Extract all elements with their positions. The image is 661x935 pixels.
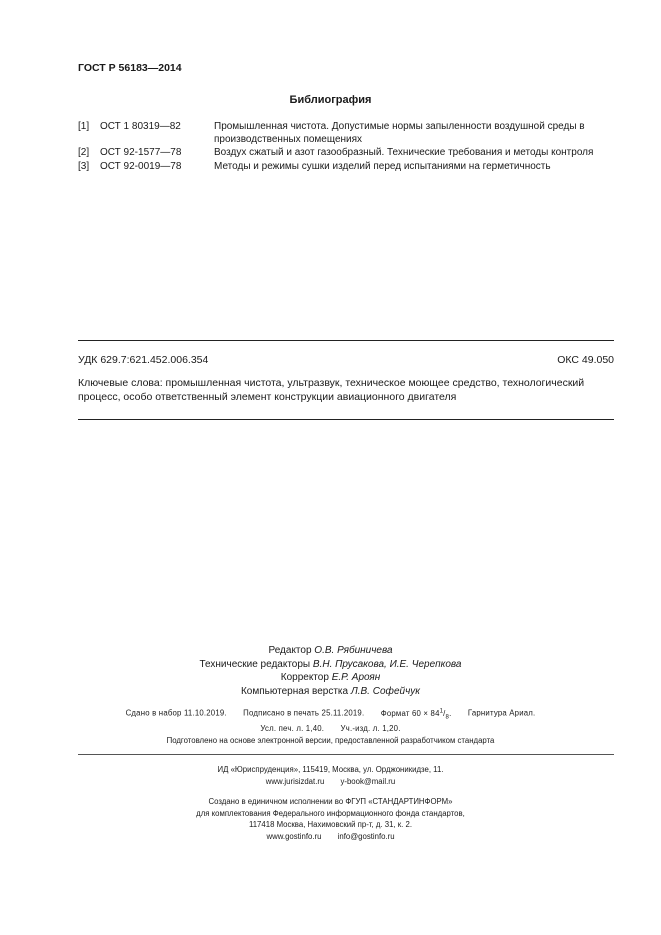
bibliography-item-number: [2] xyxy=(78,147,90,158)
bibliography-item xyxy=(78,161,618,174)
bibliography-item-text: Промышленная чистота. Допустимые нормы запыленности воздушной среды в производственных помещениях xyxy=(214,121,585,145)
oks-code: ОКС 49.050 xyxy=(557,354,614,366)
signed-date: Подписано в печать 25.11.2019. xyxy=(243,708,365,718)
divider-footer xyxy=(78,754,614,755)
printer-email-link[interactable]: info@gostinfo.ru xyxy=(337,831,395,841)
bibliography-title: Библиография xyxy=(289,94,372,106)
publication-info xyxy=(0,706,661,734)
bibliography-item-code: ОСТ 92-1577—78 xyxy=(100,147,182,158)
credit-tech-editors: Технические редакторы В.Н. Прусакова, И.Е. Черепкова xyxy=(199,658,462,670)
printer-site-link[interactable]: www.gostinfo.ru xyxy=(266,831,322,841)
publisher-site-link[interactable]: www.jurisizdat.ru xyxy=(265,777,325,786)
bibliography-item xyxy=(78,121,618,146)
publisher-email-link[interactable]: y-book@mail.ru xyxy=(340,777,396,786)
bibliography-item-number: [3] xyxy=(78,160,90,172)
divider-top xyxy=(78,340,614,341)
prepared-note: Подготовлено на основе электронной версии, предоставленной разработчиком стандарта xyxy=(166,736,495,745)
credit-corrector: Корректор Е.Р. Ароян xyxy=(280,672,381,683)
bibliography-item xyxy=(78,147,618,160)
bibliography-item-text: Воздух сжатый и азот газообразный. Технические требования и методы контроля xyxy=(214,147,594,158)
divider-bottom xyxy=(78,419,614,420)
udk-code: УДК 629.7:621.452.006.354 xyxy=(78,354,209,366)
document-code: ГОСТ Р 56183—2014 xyxy=(78,62,182,74)
credit-editor: Редактор О.В. Рябиничева xyxy=(268,645,393,656)
publisher-info: ИД «Юриспруденция», 115419, Москва, ул. Орджоникидзе, 11. www.jurisizdat.ru y-book@mail.ru xyxy=(217,765,444,786)
printer-info: Создано в единичном исполнении во ФГУП «СТАНДАРТИНФОРМ» для комплектования Федерального информационного фонда стандартов, 117418 Москва, Нахимовский пр-т, д. 31, к. 2. www.gostinfo.ru info@gostinfo.ru xyxy=(196,797,465,841)
bibliography-item-text: Методы и режимы сушки изделий перед испытаниями на герметичность xyxy=(214,160,551,172)
credit-layout: Компьютерная верстка Л.В. Софейчук xyxy=(240,685,421,697)
bibliography-item-number: [1] xyxy=(78,121,90,132)
keywords: Ключевые слова: промышленная чистота, ультразвук, техническое моющее средство, технологический процесс, особо ответственный элемент конструкции авиационного двигателя xyxy=(78,377,585,403)
typeset-date: Сдано в набор 11.10.2019. xyxy=(125,708,227,718)
print-sheets: Усл. печ. л. 1,40. xyxy=(260,724,325,734)
bibliography-item-code: ОСТ 92-0019—78 xyxy=(100,160,182,172)
format: Формат $60 \times 84^1/_8$. xyxy=(380,708,452,721)
bibliography-item-code: ОСТ 1 80319—82 xyxy=(100,121,181,132)
publishing-sheets: Уч.-изд. л. 1,20. xyxy=(340,724,401,734)
credits-block xyxy=(0,644,661,698)
typeface: Гарнитура Ариал. xyxy=(467,708,536,718)
bibliography-list xyxy=(78,121,618,174)
